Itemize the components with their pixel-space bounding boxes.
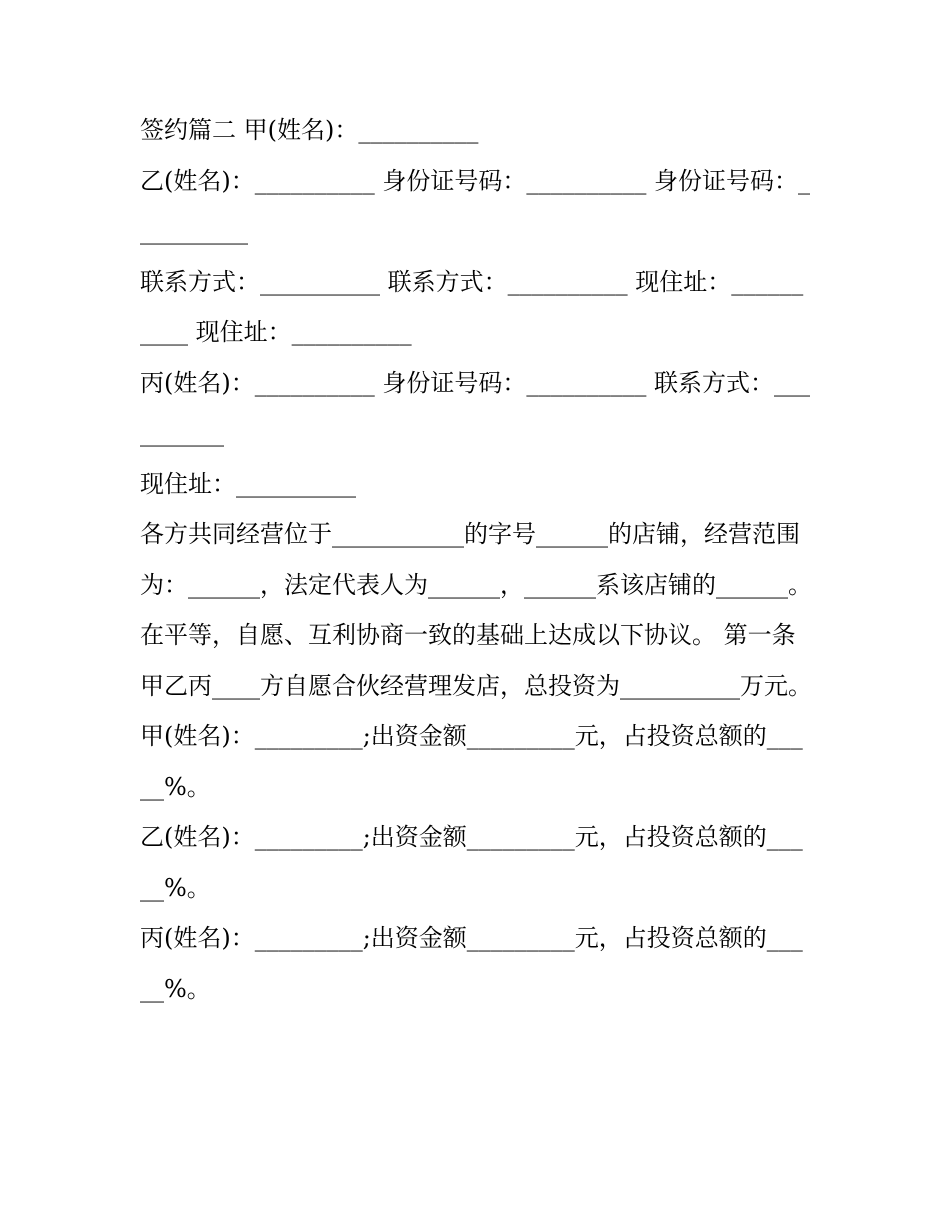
paragraph-party-c-investment: 丙(姓名)：_________;出资金额_________元，占投资总额的_____%。 [140, 924, 803, 1003]
document-body [140, 105, 812, 1014]
paragraph-party-b-id: 乙(姓名)：__________ 身份证号码：__________ 身份证号码：__________ [140, 166, 810, 245]
paragraph-article-one: 在平等，自愿、互利协商一致的基础上达成以下协议。 第一条甲乙丙____方自愿合伙经营理发店，总投资为__________万元。 [140, 621, 812, 700]
paragraph-party-c: 丙(姓名)：__________ 身份证号码：__________ 联系方式：__________ [140, 368, 810, 447]
paragraph-store-info: 各方共同经营位于___________的字号______的店铺，经营范围为：______，法定代表人为______，______系该店铺的______。 [140, 520, 812, 599]
paragraph-title-party-a: 签约篇二 甲(姓名)：__________ [140, 116, 479, 144]
paragraph-party-b-investment: 乙(姓名)：_________;出资金额_________元，占投资总额的_____%。 [140, 823, 803, 902]
paragraph-party-c-address: 现住址：__________ [140, 469, 356, 498]
paragraph-party-a-investment: 甲(姓名)：_________;出资金额_________元，占投资总额的_____%。 [140, 722, 803, 801]
paragraph-contact-address: 联系方式：__________ 联系方式：__________ 现住址：__________ 现住址：__________ [140, 267, 804, 346]
